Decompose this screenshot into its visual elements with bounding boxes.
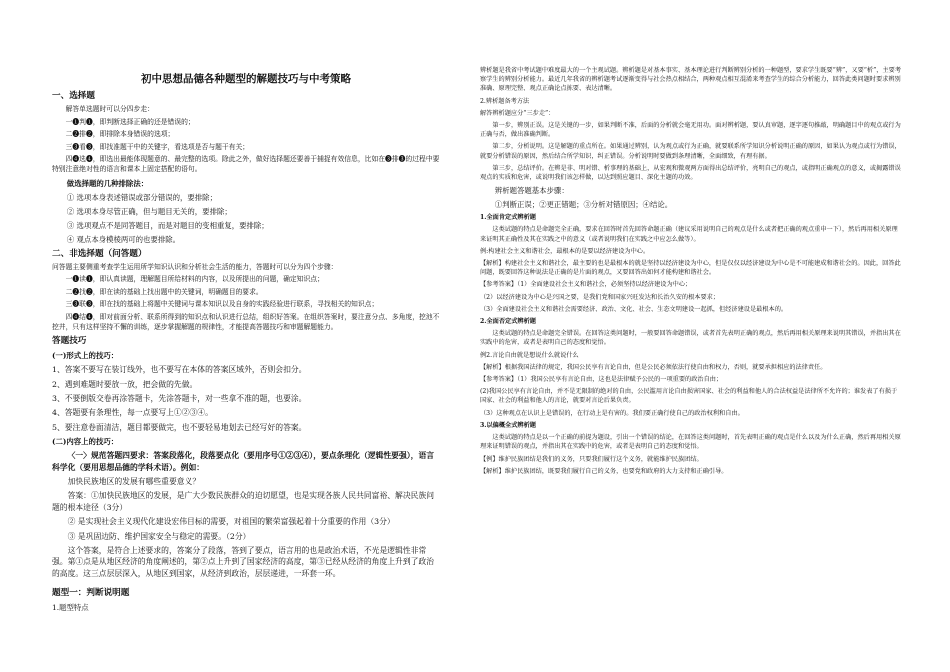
paragraph: 【解析】根据我国法律的规定，我国公民享有言论自由，但是公民必须依法行使自由和权力，否则，就要承担相应的法律责任。 [480, 363, 827, 371]
left-column [52, 66, 440, 662]
paragraph: 辨析题答题基本步骤： [494, 186, 569, 196]
paragraph: ② 选项本身尽管正确，但与题目无关的，要排除； [66, 206, 232, 216]
paragraph: ③ 是巩固边防、维护国家安全与稳定的需要。（2分） [67, 531, 251, 541]
section-heading: 二、非选择题（问答题） [52, 248, 147, 259]
paragraph: 【参考答案】（1）我国公民享有言论自由，这也是法律赋予公民的一项重要的政治自由； [480, 376, 723, 384]
paragraph: 一❶判❶，即判断选择正确的还是错误的； [65, 117, 195, 126]
paragraph: 二❷排❷，即排除本身错误的选项； [65, 130, 175, 139]
section-heading: 答题技巧 [52, 336, 87, 347]
paragraph: 这类试题的特点是命题完全错误。在回答这类问题时，一般要回答命题错误，或者首先表明正确的观点，然后再用相关原理来说明其错误，并指出其在实践中的危害，或者是表明自己的态度和觉悟。 [480, 330, 901, 347]
paragraph: （2）以经济建设为中心是兴国之要，是我们党和国家兴旺发达和长治久安的根本要求； [480, 293, 720, 301]
paragraph: 4、答题要有条理性，每一点要写上①②③④。 [52, 408, 213, 418]
paragraph: 2.全面否定式辨析题 [480, 318, 536, 326]
paragraph: 解答辨析题应分“三步走”： [480, 109, 555, 117]
paragraph: (一)形式上的技巧： [52, 351, 119, 361]
paragraph: ③ 选项观点不是同答题目，而是对题目的变相重复，要排除； [66, 220, 269, 230]
paragraph: 3.以偏概全式辨析题 [480, 421, 536, 429]
paragraph: 四❹结❹，即对前面分析、联系所得到的知识点和认识进行总结，组织好答案。在组织答案时，要注意分点、多角度，挖池不挖井，只有这样坚持不懈的训练，逐步掌握解题的规律性，才能提高答题技巧和审题解题能力。 [52, 312, 440, 331]
paragraph: （3）这种观点在认识上是错误的，在行动上是有害的。我们要正确行使自己的政治权利和自由。 [480, 409, 744, 417]
paragraph: 解答单选题时可以分四步走： [65, 105, 154, 113]
paragraph: 【解析】构建社会主义和谐社会，最主要的也是最根本的就是坚持以经济建设为中心，但是仅仅以经济建设为中心是不可能建成和谐社会的。因此，回答此问题，既要回答这种说法是正确的是片面的观点，又要回答出如何才能构建和谐社会。 [480, 260, 901, 277]
paragraph: 这类试题的特点是以一个正确的前提为题设，引出一个错误的结论，在回答这类问题时，首先表明正确的观点是什么以及为什么正确，然后再用相关原理来证明错误的观点，并指出其在实践中的危害，或者是表明自己的态度和觉悟。 [480, 434, 901, 451]
paragraph: 【例】维护民族团结是我们的义务，只要我们履行这个义务，就能维护民族团结。 [480, 455, 703, 463]
paragraph: 3、不要倒版交卷再涂答题卡，先涂答题卡，对一些拿不准的题，也要涂。 [52, 393, 307, 403]
paragraph: 第二步，分析说明。这是解题的重点所在。如果通过辨别，认为观点或行为正确，就要联系所学知识分析说明正确的原因，如果认为观点或行为错误，就要分析错误的原因，然后结合所学知识，纠正错误。分析说明时要做到条理清晰，全面细致，有理有据。 [480, 143, 901, 160]
paragraph: 第三步，总结评价。在辨是非、明对错、析事理的基础上，从宏观和微观两方面得出总结评价，亮明自己的观点，或指明正确观点的意义，或揭露错误观点的实质和危害，或说明我们该怎样做，以达到照应题目、深化主题的功效。 [480, 164, 901, 182]
paragraph: 四❹选❹，即选出最能体现题意的、最完整的选项。除此之外，做好选择题还要善于捕捉有效信息，比如在❸排❸的过程中要特别注意绝对性的语言和课本上固定搭配的语句。 [52, 155, 440, 173]
paragraph: 1、答案不要写在装订线外，也不要写在本体的答案区域外，否则会扣分。 [52, 365, 307, 375]
paragraph: 二❷找❷，即在读的基础上找出题中的关键词，明确题目的要求。 [65, 287, 263, 296]
paragraph: 例2.言论自由就是想说什么就说什么 [480, 351, 579, 359]
paragraph: 问答题主要侧重考查学生运用所学知识认识和分析社会生活的能力，答题时可以分为四个步骤： [52, 262, 338, 271]
paragraph: ① 选项本身表述错误或部分错误的，要排除； [66, 192, 217, 202]
paragraph: 答案：①加快民族地区的发展，是广大少数民族群众的迫切愿望，也是实现各族人民共同富裕、解决民族问题的根本途径（3分） [52, 491, 435, 512]
paragraph: 辨析题是我省中考试题中难度最大的一个主观试题。辨析题是对基本事实、基本理论进行判断辨别分析的一种题型，要求学生既要“辨”，又要“析”，主要考察学生的辨别分析能力。最近几年我省的辨析题考试逐渐变得与社会热点相结合，两种观点相互混淆来考查学生的综合分析能力，回答此类问题时要求辨别准确、原理完整、观点正确论点拣要、表达清晰。 [480, 67, 902, 93]
paragraph: 〈一〉规范答题四要求：答案段落化，段落要点化（要用序号①②③④），要点条理化（逻辑性要强），语言科学化（要用思想品德的学科术语）。例如： [52, 451, 435, 472]
paragraph: 三❸联❸，即在找的基础上将题中关键词与课本知识以及自身的实践经验进行联系，寻找相关的知识点； [65, 300, 379, 309]
paragraph: 【解析】维护民族团结，既要我们履行自己的义务，也要党和政府的大力支持和正确引导。 [480, 467, 728, 475]
paragraph: 一❶读❶，即认真读题，理解题目所给材料的内容，以及所提出的问题，确定知识点； [65, 275, 324, 284]
paragraph: 2.辨析题备考方法 [480, 97, 530, 105]
paragraph: 三❸看❸，即找准题干中的关键字，看选项是否与题干有关； [65, 142, 250, 151]
paragraph: ①判断正误；②更正错题；③分析对错原因；④结论。 [494, 200, 673, 210]
paragraph: (二)内容上的技巧： [52, 437, 119, 447]
paragraph: 1.全面肯定式辨析题 [480, 214, 536, 222]
paragraph: 例:构建社会主义和谐社会，最根本的是要以经济建设为中心。 [480, 247, 650, 255]
paragraph: 5、要注意卷面清洁，题目都要做完，也不要轻易地划去已经写好的答案。 [52, 422, 307, 432]
right-column [480, 66, 902, 662]
paragraph: 2、遇到难题时要放一放，把会做的先做。 [52, 379, 198, 389]
section-heading: 题型一：判断说明题 [52, 588, 130, 599]
paragraph: 加快民族地区的发展有哪些重要意义？ [67, 476, 201, 486]
paragraph: 第一步，辨别正误。这是关键的一步，如果判断不准，后面的分析就会毫无用功。面对辨析题，要认真审题，逐字逐句推敲，明确题目中的观点或行为正确与否，做出准确判断。 [480, 122, 901, 139]
paragraph: 做选择题的几种排除法： [66, 178, 149, 188]
section-heading: 一、选择题 [52, 91, 95, 101]
paragraph: 【参考答案】（1）全面建设社会主义和谐社会，必须坚持以经济建设为中心； [480, 281, 692, 289]
paragraph: 1.题型特点 [52, 603, 89, 613]
paragraph: 这类试题的特点是命题完全正确，要求在回答时首先回答命题正确（建议采用说明自己的观点是什么或者把正确的观点重申一下），然后再用相关原理来证明其正确性及其在实践之中的意义（或者说明我们在实践之中应怎么做等）。 [480, 226, 898, 243]
paragraph: （3）全面建设社会主义和谐社会需要经济、政治、文化、社会、生态文明建设一起抓，但经济建设是最根本的。 [480, 305, 788, 313]
paragraph: 这个答案，是符合上述要求的，答案分了段落，答到了要点，语言用的也是政治术语，不光是逻辑性非常强。第①点是从地区经济的角度阐述的，第②点上升到了国家经济的高度，第③已经从经济的角度上升到了政治的高度。这三点层层深入，从地区到国家，从经济到政治，层层递进，一环套一环。 [52, 546, 435, 578]
paragraph: ④ 观点本身模棱两可的也要排除。 [66, 234, 181, 244]
paragraph: ② 是实现社会主义现代化建设宏伟目标的需要，对祖国的繁荣富强起着十分重要的作用（3分） [67, 517, 395, 527]
paragraph: (2)我国公民享有言论自由，并不是无限制的绝对的自由，公民滥用言论自由损害国家、社会的利益和他人的合法权益是法律所不允许的；谁发表了有损于国家、社会的利益和他人的言论，就要对言论后果负责。 [480, 388, 898, 405]
page-title: 初中思想品德各种题型的解题技巧与中考策略 [141, 73, 351, 85]
